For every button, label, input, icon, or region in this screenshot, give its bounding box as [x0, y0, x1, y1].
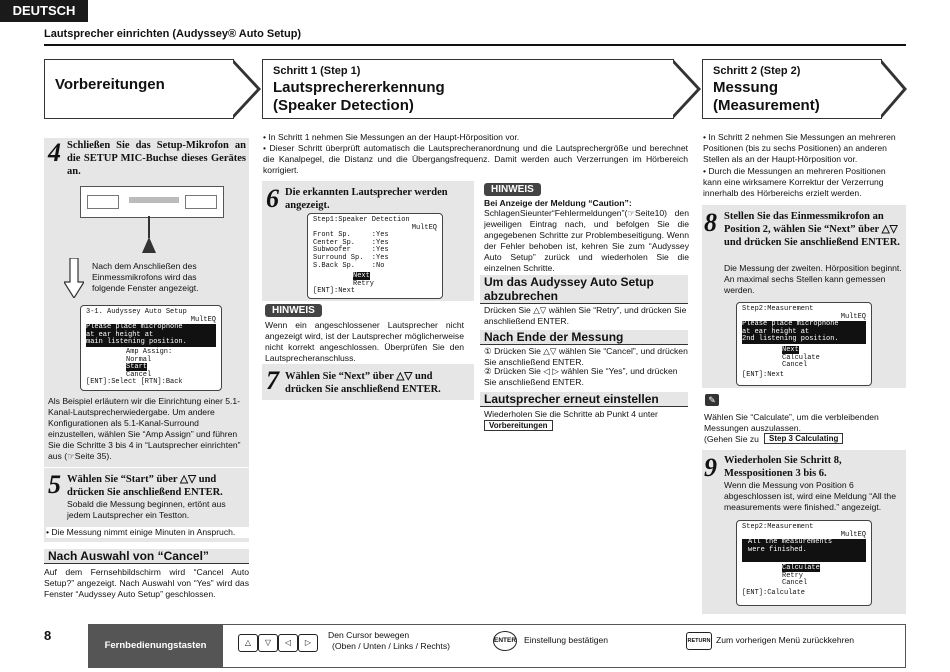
- cancel-heading: Nach Auswahl von “Cancel”: [44, 549, 249, 564]
- setup-screen: 3-1. Audyssey Auto Setup MultEQ Please place microphone at ear height at main listening position. Amp Assign: Normal Start Cancel [ENT]:Select [RTN]:Back: [80, 305, 222, 391]
- bullet-text: • In Schritt 2 nehmen Sie Messungen an mehreren Positionen (bis zu sechs Positionen) an anderen Stellen als an der Haupt-Hörposition vor.: [703, 132, 896, 164]
- step-number: 4: [48, 138, 61, 167]
- header-rule: [44, 44, 906, 46]
- return-text: Zum vorherigen Menü zurückkehren: [716, 635, 855, 645]
- banner-title: Messung (Measurement): [713, 79, 820, 114]
- abort-heading: Um das Audyssey Auto Setup abzubrechen: [480, 275, 688, 304]
- step-heading: Stellen Sie das Einmessmikrofon an Position 2, wählen Sie “Next” über △▽ und drücken Sie anschließend ENTER.: [724, 211, 900, 248]
- example-paragraph: Als Beispiel erläutern wir die Einrichtung einer 5.1-Kanal-Lautsprecherwiedergabe. Um andere Konfigurationen als 5.1-Kanal-Surround einzustellen, wählen Sie “Amp Assign” und führen Sie die Schritte 3 bis 4 in “Lautsprecher einrichten” aus (☞Seite 35).: [48, 396, 241, 461]
- receiver-illustration: [80, 186, 224, 218]
- language-tab: DEUTSCH: [0, 0, 88, 22]
- note-badge: HINWEIS: [265, 304, 322, 317]
- redo-body: Wiederholen Sie die Schritte ab Punkt 4 unter: [484, 409, 658, 419]
- banner-step2: [702, 59, 882, 119]
- section-title: Lautsprecher einrichten (Audyssey® Auto Setup): [44, 28, 302, 40]
- detection-screen: Step1:Speaker Detection MultEQ Front Sp. :Yes Center Sp. :Yes Subwoofer :Yes Surround Sp. :Yes S.Back Sp. :No Next Retry [ENT]:Next: [307, 213, 443, 299]
- caution-heading: Bei Anzeige der Meldung “Caution”:: [484, 198, 632, 208]
- page-number: 8: [44, 628, 52, 643]
- measurement-screen: Step2:Measurement MultEQ Please place microphone at ear height at 2nd listening position. Next Calculate Cancel [ENT]:Next: [736, 302, 872, 386]
- down-arrow-icon: [64, 258, 84, 298]
- step-number: 7: [266, 366, 279, 395]
- step-heading: Wählen Sie “Start” über △▽ und drücken Sie anschließend ENTER.: [67, 474, 223, 498]
- step3-link[interactable]: Step 3 Calculating: [764, 433, 843, 444]
- enter-icon: ENTER: [493, 631, 517, 651]
- banner-title: Vorbereitungen: [55, 76, 165, 93]
- end-heading: Nach Ende der Messung: [480, 330, 688, 345]
- note-badge: HINWEIS: [484, 183, 541, 196]
- bullet-text: • Durch die Messungen an mehreren Positionen kann eine wirksamere Korrektur der Verzerrung innerhalb des Hörbereichs erzielt werden.: [703, 166, 886, 198]
- caution-body: SchlagenSieunter“Fehlermeldungen”(☞Seite10) den jeweiligen Eintrag nach, und befolgen Sie die angegebenen Schritte zur Problembeseitigung. Wenn der Fehler behoben ist, kehren Sie zum “Audyssey Auto Setup” zurück und wiederholen Sie die einzelnen Schritte.: [484, 208, 689, 273]
- step-heading: Die erkannten Lautsprecher werden angezeigt.: [285, 187, 448, 211]
- tip-text: Wählen Sie “Calculate”, um die verbleibenden Messungen auszulassen.: [704, 412, 879, 433]
- abort-body: Drücken Sie △▽ wählen Sie “Retry”, und drücken Sie anschließend ENTER.: [484, 305, 687, 326]
- mic-cable: [148, 216, 150, 238]
- step-number: 9: [704, 453, 717, 482]
- enter-text: Einstellung bestätigen: [524, 635, 609, 645]
- step-heading: Wiederholen Sie Schritt 8, Messpositionen 3 bis 6.: [724, 455, 842, 479]
- cursor-text: Den Cursor bewegen: [328, 630, 410, 640]
- note-text: • Die Messung nimmt einige Minuten in Anspruch.: [46, 527, 251, 538]
- bullet-text: • In Schritt 1 nehmen Sie Messungen an der Haupt-Hörposition vor.: [263, 132, 520, 142]
- cancel-body: Auf dem Fernsehbildschirm wird “Cancel Auto Setup?” angezeigt. Nach Auswahl von “Yes” wird das Fenster “Audyssey Auto Setup” geschlossen.: [44, 567, 249, 599]
- bullet-text: • Dieser Schritt überprüft automatisch die Lautsprecheranordnung und die Lautsprechergröße und berechnet die Kanalpegel, die Distanz und die Übergangsfrequenz. Damit werden auch Verzerrungen im Hörbereich korrigiert.: [263, 143, 688, 175]
- cursor-keys-icon: △ ▽ ◁ ▷: [238, 632, 322, 652]
- cursor-text: (Oben / Unten / Links / Rechts): [332, 641, 450, 651]
- end-item: ② Drücken Sie ◁ ▷ wählen Sie “Yes”, und drücken Sie anschließend ENTER.: [484, 366, 678, 387]
- preparations-link[interactable]: Vorbereitungen: [484, 420, 553, 431]
- remote-keys-label: Fernbedienungstasten: [88, 624, 223, 668]
- tip-text: (Gehen Sie zu: [704, 434, 759, 444]
- end-item: ① Drücken Sie △▽ wählen Sie “Cancel”, und drücken Sie anschließend ENTER.: [484, 346, 688, 367]
- step-body: Die Messung der zweiten. Hörposition beginnt. An maximal sechs Stellen kann gemessen werden.: [724, 263, 902, 295]
- pencil-icon: ✎: [705, 394, 719, 406]
- banner-subtitle: Schritt 1 (Step 1): [273, 65, 361, 77]
- banner-title: Lautsprechererkennung (Speaker Detection): [273, 79, 445, 114]
- step-body: Sobald die Messung beginnen, ertönt aus jedem Lautsprecher ein Testton.: [67, 499, 226, 520]
- banner-step1: [262, 59, 674, 119]
- redo-heading: Lautsprecher erneut einstellen: [480, 392, 688, 407]
- step-heading: Wählen Sie “Next” über △▽ und drücken Sie anschließend ENTER.: [285, 371, 441, 395]
- banner-preparations: [44, 59, 234, 119]
- note-body: Wenn ein angeschlossener Lautsprecher nicht angezeigt wird, ist der Lautsprecher möglicherweise nicht korrekt angeschlossen. Überprüfen Sie den Lautsprecheranschluss.: [265, 320, 464, 363]
- step-body: Wenn die Messung von Position 6 abgeschlossen ist, wird eine Meldung “All the measurements were finished.” angezeigt.: [724, 480, 896, 512]
- after-connect-text: Nach dem Anschließen des Einmessmikrofons wird das folgende Fenster angezeigt.: [92, 261, 199, 293]
- step-number: 8: [704, 208, 717, 237]
- step-number: 6: [266, 184, 279, 213]
- microphone-icon: [142, 237, 156, 253]
- return-icon: RETURN: [686, 632, 712, 650]
- step-heading: Schließen Sie das Setup-Mikrofon an die SETUP MIC-Buchse dieses Gerätes an.: [67, 140, 246, 177]
- banner-subtitle: Schritt 2 (Step 2): [713, 65, 801, 77]
- step-number: 5: [48, 470, 61, 499]
- finished-screen: Step2:Measurement MultEQ All the measurements were finished. Calculate Retry Cancel [ENT]:Calculate: [736, 520, 872, 606]
